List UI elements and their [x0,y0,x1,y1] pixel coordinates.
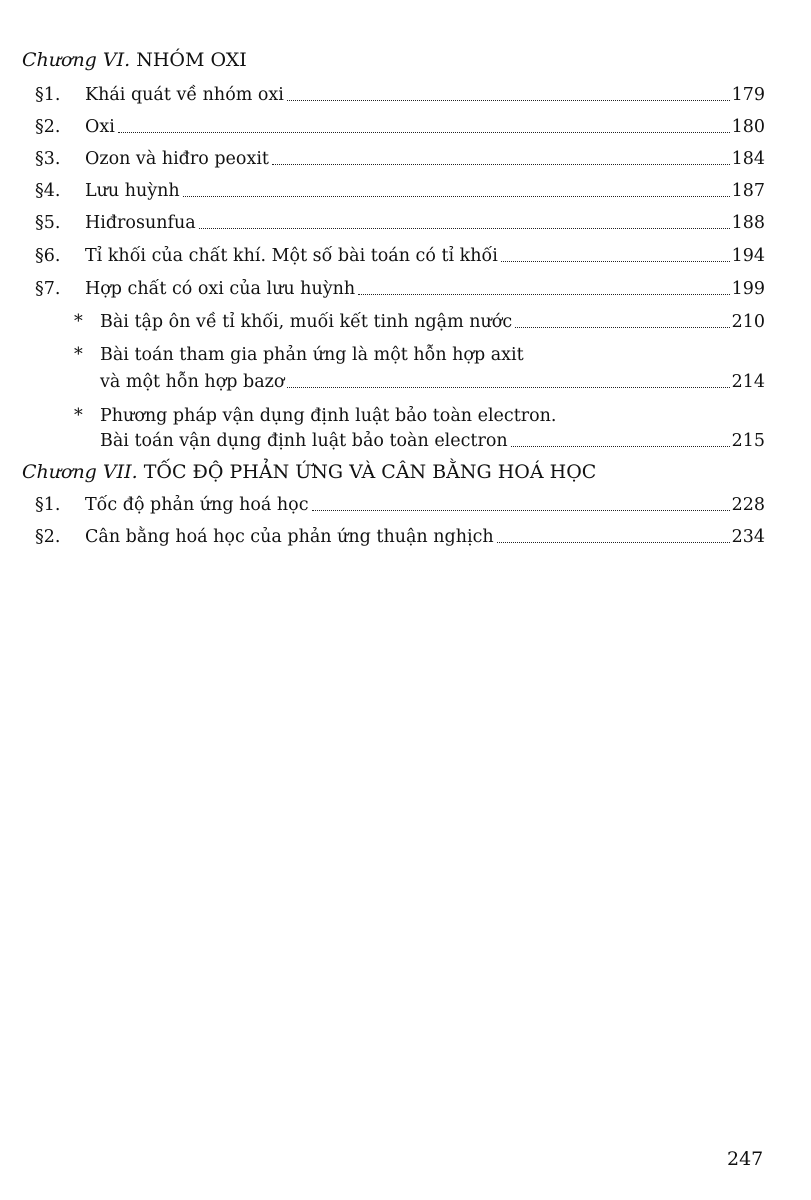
dot-leader [497,542,730,543]
toc-extra-entry[interactable] [74,404,765,460]
section-number: §2. [35,527,61,547]
section-page: 180 [731,117,765,137]
chapter-heading-7 [22,460,596,484]
section-page: 234 [731,527,765,547]
section-page: 199 [731,279,765,299]
section-number: §1. [35,495,61,515]
toc-entry[interactable] [35,277,765,301]
section-page: 184 [731,149,765,169]
section-page: 228 [731,495,765,515]
dot-leader [118,132,730,133]
extra-title: Bài tập ôn về tỉ khối, muối kết tinh ngậm nước [100,312,513,332]
section-title: Hợp chất có oxi của lưu huỳnh [85,279,356,299]
section-number: §7. [35,279,61,299]
section-number: §2. [35,117,61,137]
toc-entry[interactable] [35,244,765,268]
chapter-heading-6 [22,48,247,72]
dot-leader [272,164,730,165]
extra-title-line: Phương pháp vận dụng định luật bảo toàn electron. [100,406,557,426]
toc-entry[interactable] [35,493,765,517]
chapter-label: Chương VI. [22,49,131,71]
section-number: §5. [35,213,61,233]
star-marker: * [74,406,83,426]
extra-title-line: Bài toán vận dụng định luật bảo toàn electron [100,431,508,451]
chapter-title: NHÓM OXI [136,49,247,71]
page-number: 247 [727,1148,764,1170]
section-page: 194 [731,246,765,266]
toc-entry[interactable] [35,525,765,549]
section-title: Lưu huỳnh [85,181,180,201]
chapter-label: Chương VII. [22,461,138,483]
dot-leader [287,100,730,101]
section-title: Cân bằng hoá học của phản ứng thuận nghịch [85,527,494,547]
toc-entry[interactable] [35,179,765,203]
section-page: 187 [731,181,765,201]
toc-entry[interactable] [35,211,765,235]
dot-leader [312,510,730,511]
dot-leader [287,387,729,388]
dot-leader [501,261,730,262]
toc-entry[interactable] [35,83,765,107]
toc-entry[interactable] [35,115,765,139]
dot-leader [511,446,730,447]
extra-page: 210 [731,312,765,332]
section-title: Ozon và hiđro peoxit [85,149,269,169]
star-marker: * [74,312,83,332]
section-title: Oxi [85,117,115,137]
extra-title-line: Bài toán tham gia phản ứng là một hỗn hợp axit [100,345,524,365]
dot-leader [515,327,729,328]
dot-leader [358,294,729,295]
section-title: Tốc độ phản ứng hoá học [85,495,309,515]
section-number: §3. [35,149,61,169]
extra-last-line [100,370,765,394]
section-title: Hiđrosunfua [85,213,196,233]
extra-title-line: và một hỗn hợp bazơ [100,372,285,392]
extra-page: 215 [731,431,765,451]
section-number: §1. [35,85,61,105]
section-number: §4. [35,181,61,201]
extra-page: 214 [731,372,765,392]
section-page: 179 [731,85,765,105]
dot-leader [199,228,730,229]
section-title: Khái quát về nhóm oxi [85,85,284,105]
star-marker: * [74,345,83,365]
extra-last-line [100,429,765,453]
chapter-title: TỐC ĐỘ PHẢN ỨNG VÀ CÂN BẰNG HOÁ HỌC [143,461,597,483]
section-page: 188 [731,213,765,233]
toc-extra-entry[interactable] [74,343,765,399]
dot-leader [183,196,730,197]
toc-entry[interactable] [35,147,765,171]
toc-extra-entry[interactable] [74,310,765,334]
section-number: §6. [35,246,61,266]
section-title: Tỉ khối của chất khí. Một số bài toán có tỉ khối [85,246,498,266]
extra-last-line [100,310,765,334]
